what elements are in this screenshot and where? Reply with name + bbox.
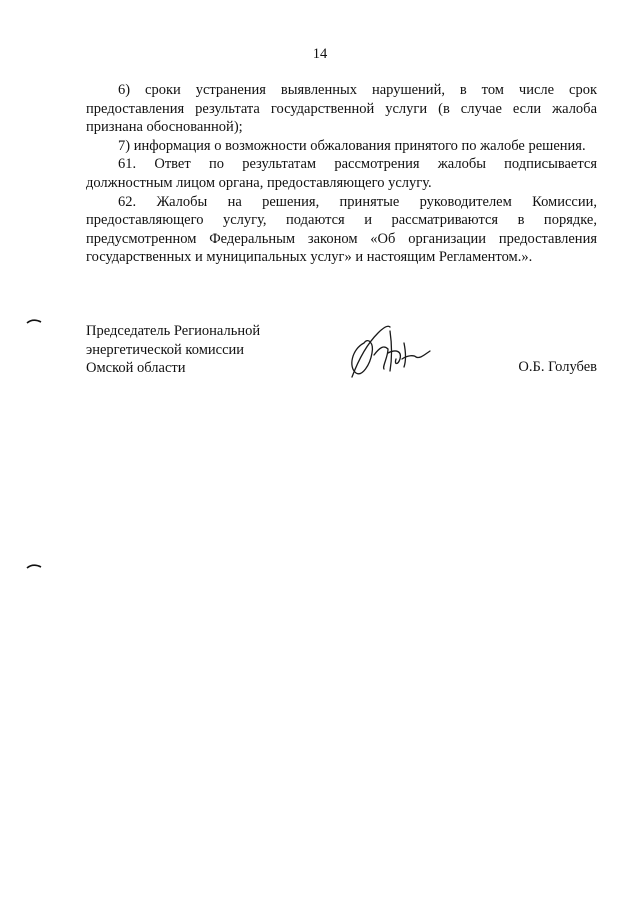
paragraph-item-6: 6) сроки устранения выявленных нарушений, в том числе срок предоставления результата государственной услуги (в случае если жалоба признана обоснованной); — [86, 82, 597, 136]
paragraph-item-7: 7) информация о возможности обжалования принятого по жалобе решения. — [118, 137, 586, 154]
document-body — [86, 81, 597, 267]
signer-position-line: Председатель Региональной — [86, 323, 261, 339]
paragraph-62: 62. Жалобы на решения, принятые руководителем Комиссии, предоставляющего услугу, подаются и рассматриваются в порядке, предусмотренном Федеральным законом «Об организации предоставления государственных и муниципальных услуг» и настоящим Регламентом.». — [86, 193, 597, 266]
signature-block — [86, 322, 260, 378]
margin-punch-mark-icon — [26, 561, 42, 571]
handwritten-signature — [344, 315, 434, 381]
signer-name: О.Б. Голубев — [518, 359, 597, 375]
signer-position-line: энергетической комиссии — [86, 341, 245, 358]
paragraph-61: 61. Ответ по результатам рассмотрения жалобы подписывается должностным лицом органа, предоставляющего услугу. — [86, 156, 597, 191]
margin-punch-mark-icon — [26, 316, 42, 326]
page-number: 14 — [312, 46, 328, 62]
signer-position-line: Омской области — [86, 360, 186, 377]
